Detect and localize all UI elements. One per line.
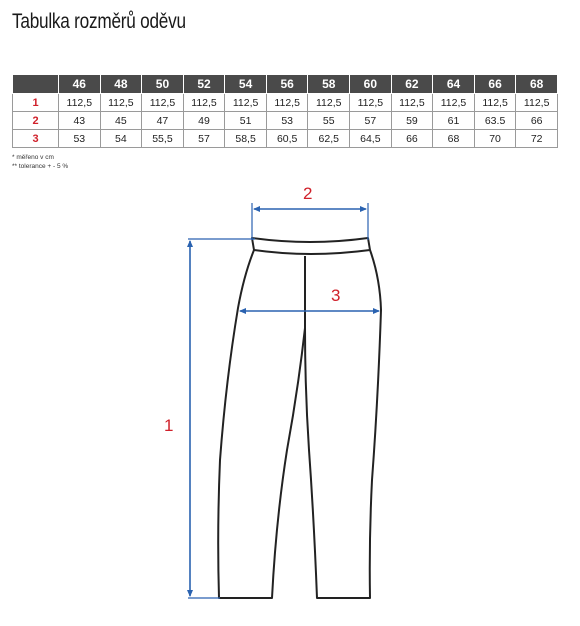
size-header: 64 bbox=[433, 75, 475, 94]
size-header: 60 bbox=[350, 75, 392, 94]
hip-label: 3 bbox=[331, 286, 341, 305]
table-cell: 112,5 bbox=[308, 94, 350, 112]
table-cell: 59 bbox=[391, 112, 433, 130]
table-cell: 55,5 bbox=[142, 130, 184, 148]
size-header: 58 bbox=[308, 75, 350, 94]
table-cell: 53 bbox=[59, 130, 101, 148]
size-header: 54 bbox=[225, 75, 267, 94]
table-cell: 49 bbox=[183, 112, 225, 130]
waist-dimension bbox=[252, 203, 368, 240]
table-cell: 64,5 bbox=[350, 130, 392, 148]
waistband-shape bbox=[252, 238, 370, 254]
table-cell: 112,5 bbox=[100, 94, 142, 112]
waist-label: 2 bbox=[303, 184, 313, 203]
table-cell: 112,5 bbox=[433, 94, 475, 112]
table-cell: 45 bbox=[100, 112, 142, 130]
table-cell: 112,5 bbox=[350, 94, 392, 112]
row-label: 2 bbox=[13, 112, 59, 130]
table-cell: 112,5 bbox=[183, 94, 225, 112]
table-cell: 112,5 bbox=[391, 94, 433, 112]
table-cell: 112,5 bbox=[142, 94, 184, 112]
size-header: 52 bbox=[183, 75, 225, 94]
table-cell: 70 bbox=[474, 130, 516, 148]
size-header: 56 bbox=[266, 75, 308, 94]
right-leg-shape bbox=[305, 250, 381, 598]
table-cell: 112,5 bbox=[474, 94, 516, 112]
length-label: 1 bbox=[164, 416, 174, 435]
size-header: 46 bbox=[59, 75, 101, 94]
left-leg-shape bbox=[218, 250, 305, 598]
table-cell: 66 bbox=[516, 112, 558, 130]
table-cell: 47 bbox=[142, 112, 184, 130]
table-cell: 72 bbox=[516, 130, 558, 148]
table-cell: 43 bbox=[59, 112, 101, 130]
table-cell: 112,5 bbox=[225, 94, 267, 112]
row-label: 3 bbox=[13, 130, 59, 148]
length-dimension bbox=[188, 239, 255, 598]
table-cell: 58,5 bbox=[225, 130, 267, 148]
table-cell: 62,5 bbox=[308, 130, 350, 148]
footnote-tolerance: ** tolerance + - 5 % bbox=[12, 163, 69, 170]
footnote-unit: * měřeno v cm bbox=[12, 154, 54, 161]
size-header: 62 bbox=[391, 75, 433, 94]
table-cell: 60,5 bbox=[266, 130, 308, 148]
table-cell: 57 bbox=[350, 112, 392, 130]
trousers-outline bbox=[218, 238, 381, 598]
table-cell: 57 bbox=[183, 130, 225, 148]
table-cell: 112,5 bbox=[266, 94, 308, 112]
size-header: 48 bbox=[100, 75, 142, 94]
size-header: 66 bbox=[474, 75, 516, 94]
table-cell: 112,5 bbox=[516, 94, 558, 112]
table-cell: 54 bbox=[100, 130, 142, 148]
table-cell: 66 bbox=[391, 130, 433, 148]
table-cell: 55 bbox=[308, 112, 350, 130]
table-cell: 51 bbox=[225, 112, 267, 130]
page-title: Tabulka rozměrů oděvu bbox=[12, 10, 186, 33]
table-cell: 63.5 bbox=[474, 112, 516, 130]
table-cell: 68 bbox=[433, 130, 475, 148]
size-header: 50 bbox=[142, 75, 184, 94]
row-label: 1 bbox=[13, 94, 59, 112]
table-cell: 53 bbox=[266, 112, 308, 130]
table-cell: 61 bbox=[433, 112, 475, 130]
size-header: 68 bbox=[516, 75, 558, 94]
table-cell: 112,5 bbox=[59, 94, 101, 112]
